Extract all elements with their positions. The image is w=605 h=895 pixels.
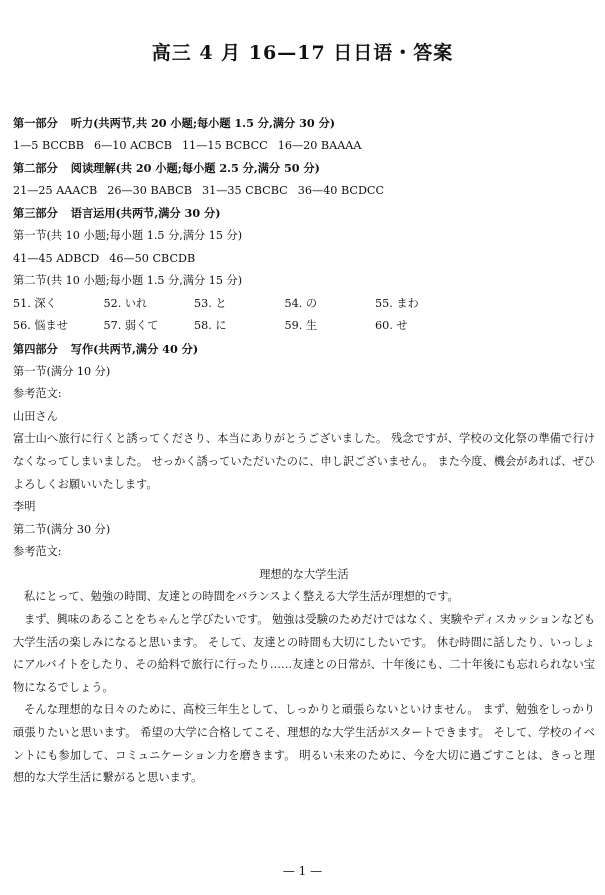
part2-label: 第二部分 [13,161,58,176]
fill-answer-row-2 [13,315,595,338]
page-number: — 1 — [282,864,323,878]
fill-answer: 57. 弱くて [103,319,159,333]
page-title: 高三 4 月 16—17 日日语・答案 [151,42,454,64]
part1-heading [13,112,595,135]
essay-paragraph: まず、興味のあることをちゃんと学びたいです。 勉強は受験のためだけではなく、実験やディスカッションなども大学生活の楽しみになると思います。 そして、友達との時間も大切にしたいです。 休む時間に話したり、いっしょにアルバイトをしたり、その給料で旅行に行ったり……友達との日常が、十年後にも、二十年後にも忘れられない宝物になるでしょう。 [13,613,595,694]
part4-sec1-heading: 第一节(满分 10 分) [13,364,111,378]
part3-sec1-answers [13,248,595,271]
part2-desc: 阅读理解(共 20 小题;每小题 2.5 分,满分 50 分) [70,161,320,176]
answer-group: 46—50 CBCDB [109,251,196,265]
part4-label: 第四部分 [13,341,58,356]
fill-answer: 51. 深く [13,296,57,310]
answer-group: 16—20 BAAAA [277,138,362,152]
part3-sec1-heading: 第一节(共 10 小题;每小题 1.5 分,满分 15 分) [13,228,243,242]
reference-label: 参考范文: [13,545,62,559]
fill-answer: 59. 生 [284,319,318,333]
essay-paragraph: 私にとって、勉強の時間、友達との時間をバランスよく整える大学生活が理想的です。 [24,590,459,604]
answer-group: 26—30 BABCB [107,183,192,197]
part2-answers [13,180,595,203]
fill-answer: 55. まわ [375,296,419,310]
answer-group: 6—10 ACBCB [93,138,172,152]
fill-answer: 58. に [194,319,227,333]
part4-desc: 写作(共两节,满分 40 分) [70,341,199,356]
fill-answer-row-1 [13,293,595,316]
answer-group: 1—5 BCCBB [13,138,84,152]
part3-heading [13,202,595,225]
letter-greeting: 山田さん [13,409,58,423]
fill-answer: 53. と [194,296,227,310]
essay-title: 理想的な大学生活 [259,567,349,581]
part4-sec2-heading: 第二节(满分 30 分) [13,522,111,536]
answer-content [13,112,595,790]
part3-label: 第三部分 [13,206,58,221]
part1-label: 第一部分 [13,116,58,130]
part4-heading [13,338,595,361]
answer-group: 31—35 CBCBC [201,183,288,197]
part2-heading [13,157,595,180]
essay-paragraph: そんな理想的な日々のために、高校三年生として、しっかりと頑張らないといけません。 まず、勉強をしっかり頑張りたいと思います。 希望の大学に合格してこそ、理想的な大学生活がスタートできます。 そして、学校のイベントにも参加して、コミュニケーション力を磨きます。 明るい未来のために、今を大切に過ごすことは、きっと理想的な大学生活に繋がると思います。 [13,703,595,785]
part3-sec2-heading: 第二节(共 10 小题;每小题 1.5 分,满分 15 分) [13,274,243,288]
letter-body: 富士山へ旅行に行くと誘ってくださり、本当にありがとうございました。 残念ですが、学校の文化祭の準備で行けなくなってしまいました。 せっかく誘っていただいたのに、申し訳ございません。 また今度、機会があれば、ぜひよろしくお願いいたします。 [13,432,595,491]
fill-answer: 56. 悩ませ [13,319,68,333]
part1-desc: 听力(共两节,共 20 小题;每小题 1.5 分,满分 30 分) [70,116,336,130]
fill-answer: 60. せ [375,319,408,333]
part3-desc: 语言运用(共两节,满分 30 分) [70,206,221,221]
reference-label: 参考范文: [13,387,62,401]
fill-answer: 52. いれ [103,296,148,310]
answer-group: 11—15 BCBCC [181,138,268,152]
letter-signature: 李明 [13,500,36,514]
answer-group: 36—40 BCDCC [297,183,385,197]
fill-answer: 54. の [284,296,318,310]
answer-group: 41—45 ADBCD [13,251,100,265]
answer-group: 21—25 AAACB [13,183,98,197]
part1-answers [13,135,595,158]
